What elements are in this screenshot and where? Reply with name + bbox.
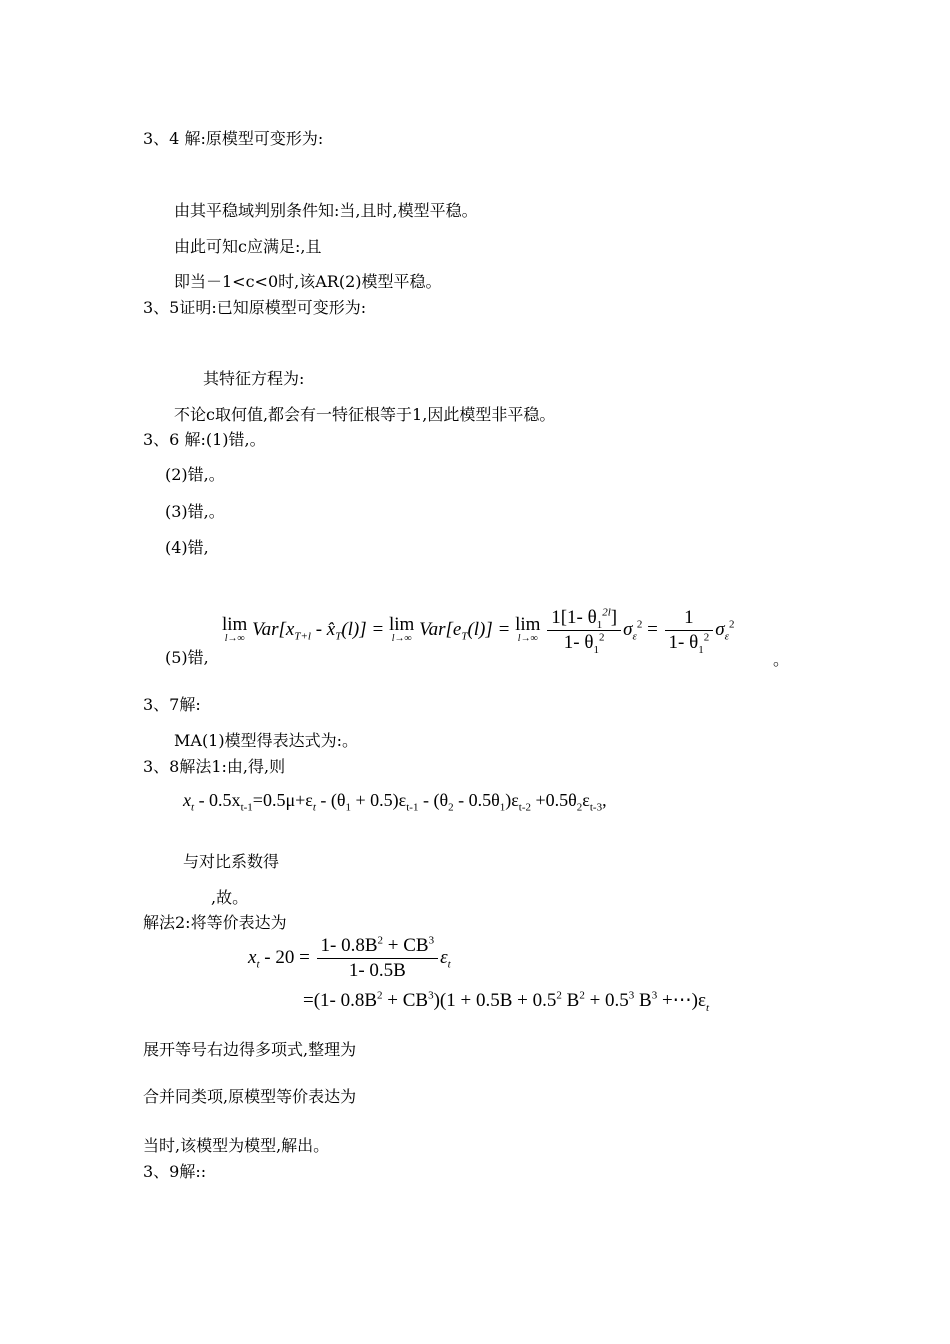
s38-method-2: 解法2:将等价表达为 bbox=[143, 913, 287, 932]
s38-compare-coefficients: 与对比系数得 bbox=[183, 852, 280, 871]
formula-expanded-model: $x_t - 0.5x_{t-1}=0.5\mu+\varepsilon_t - (\theta_1 + 0.5)\varepsilon_{t-1} - (\theta_2 - 0.5\theta_1)\varepsilon_{t-2} +0.5\theta_2\varepsilon_{t-3}$, bbox=[183, 790, 607, 814]
section-3-4-heading: 3、4 解:原模型可变形为: bbox=[143, 129, 324, 148]
s38-therefore: ,故。 bbox=[211, 888, 249, 907]
s34-conclusion: 即当－1<c<0时,该AR(2)模型平稳。 bbox=[174, 272, 442, 291]
s36-item-4: (4)错, bbox=[165, 538, 209, 557]
fraction-3: $\frac{1- 0.8B^2 + CB^3}{1- 0.5B}$ bbox=[317, 934, 439, 983]
s36-item-5: (5)错, bbox=[165, 648, 209, 667]
section-3-7-heading: 3、7解: bbox=[143, 695, 201, 714]
s37-ma1-expression: MA(1)模型得表达式为:。 bbox=[174, 731, 358, 750]
s38-when: 当时,该模型为模型,解出。 bbox=[143, 1136, 330, 1155]
s38-expand: 展开等号右边得多项式,整理为 bbox=[143, 1040, 357, 1059]
s36-item-3: (3)错,。 bbox=[165, 502, 225, 521]
s35-characteristic-equation: 其特征方程为: bbox=[203, 369, 305, 388]
formula-equivalent-form: $x_t - 20$ = $\frac{1- 0.8B^2 + CB^3}{1- 0.5B}$ $\varepsilon_t$ bbox=[248, 934, 451, 981]
s34-stationarity-condition: 由其平稳域判别条件知:当,且时,模型平稳。 bbox=[174, 201, 478, 220]
s36-item-5-end: 。 bbox=[773, 650, 790, 669]
s35-conclusion: 不论c取何值,都会有一特征根等于1,因此模型非平稳。 bbox=[174, 405, 556, 424]
fraction-1: $\frac{1[1- \theta_1^{2l}]}{1- \theta_1^2}$ bbox=[547, 606, 621, 655]
fraction-2: $\frac{1}{1- \theta_1^2}$ bbox=[665, 606, 714, 655]
s34-c-condition: 由此可知c应满足:,且 bbox=[174, 237, 322, 256]
section-3-9-heading: 3、9解:: bbox=[143, 1162, 207, 1181]
formula-forecast-variance-limit: lim l→∞ $Var[x_{T+l}$ - $x̂_T(l)] = \lim$ l→∞ $Var[e_T(l)] = \lim$ l→∞ $\frac{1[1- \theta_1^{2l}]}{1- \theta_1^2}$ $\sigma_\varepsilon^2$ = $\frac{1}{1- \theta_1^2}$ $\sigma_\varepsilon^2$ bbox=[222, 606, 735, 656]
lim-operator-1: lim l→∞ bbox=[222, 613, 248, 644]
formula-polynomial-product: =(1- $0.8B^2 + CB^3)(1 + 0.5B + 0.5^2$ $B^2 + 0.5^3$ $B^3$ $+\cdots)\varepsilon_t$ bbox=[303, 989, 710, 1014]
s38-merge: 合并同类项,原模型等价表达为 bbox=[143, 1087, 357, 1106]
section-3-6-heading: 3、6 解:(1)错,。 bbox=[143, 430, 266, 449]
section-3-5-heading: 3、5证明:已知原模型可变形为: bbox=[143, 298, 367, 317]
s36-item-2: (2)错,。 bbox=[165, 465, 225, 484]
lim-operator-3: lim l→∞ bbox=[515, 613, 541, 644]
section-3-8-heading: 3、8解法1:由,得,则 bbox=[143, 757, 286, 776]
lim-operator-2: lim l→∞ bbox=[388, 613, 415, 644]
